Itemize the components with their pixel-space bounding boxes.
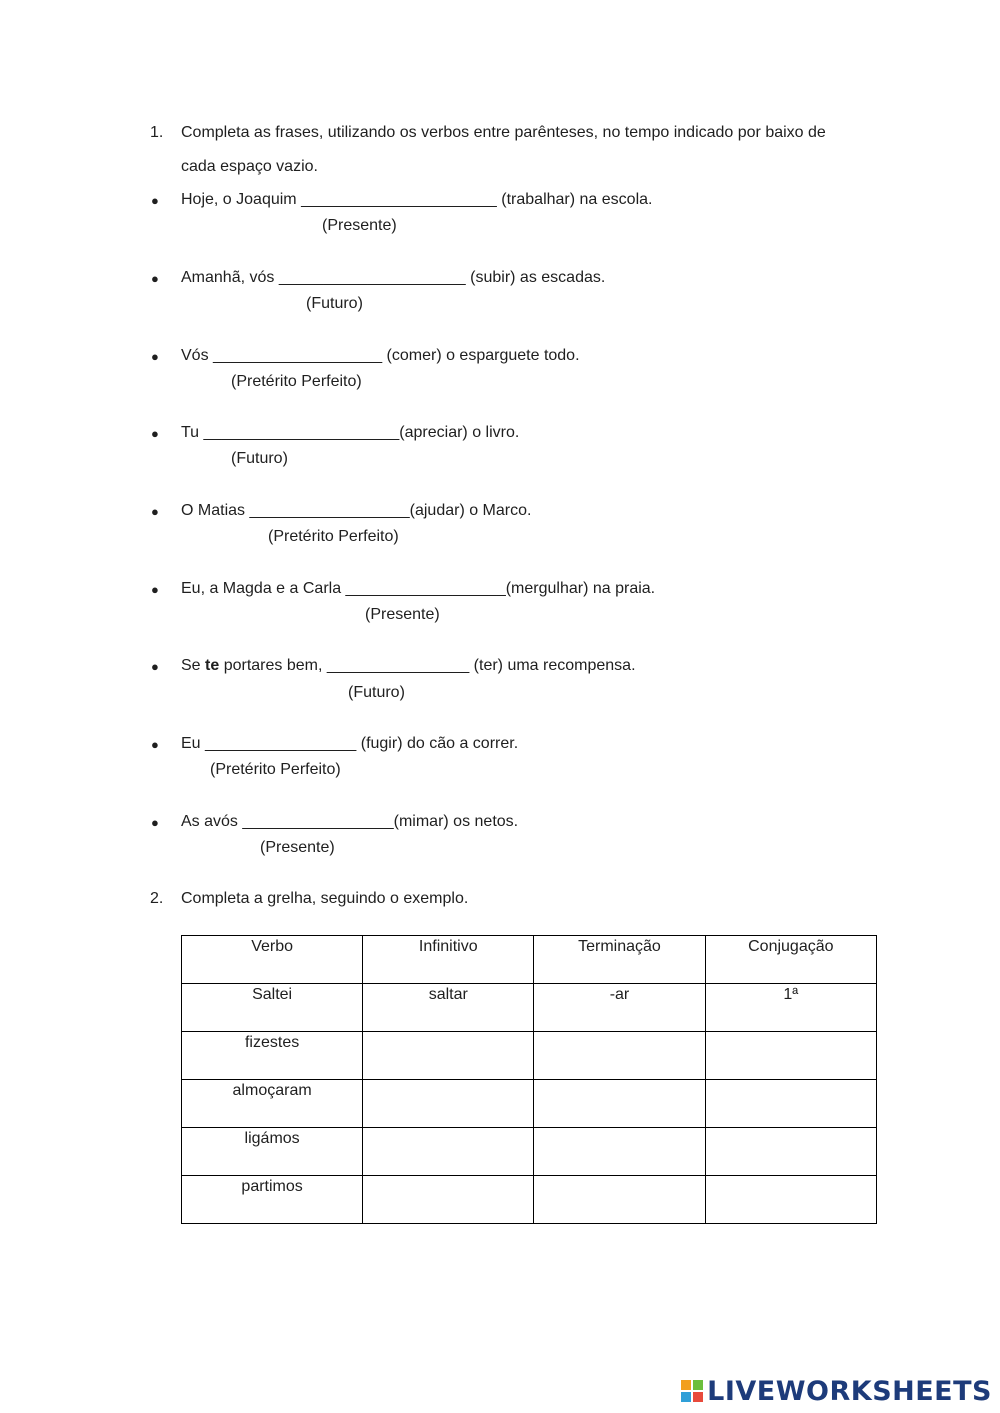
tense-label-9: (Presente) (260, 839, 335, 856)
bullet-icon: ● (151, 504, 159, 519)
table-cell-infinitive[interactable] (363, 1128, 534, 1176)
liveworksheets-logo (681, 1375, 992, 1407)
table-cell-ending[interactable] (534, 1032, 705, 1080)
question-1-number: 1. (150, 124, 164, 141)
table-cell-ending: -ar (534, 984, 705, 1032)
sentence-5[interactable]: O Matias __________________(ajudar) o Marco. (181, 502, 532, 519)
table-cell-ending[interactable] (534, 1128, 705, 1176)
table-cell-conjugation[interactable] (705, 1032, 876, 1080)
tense-label-7: (Futuro) (348, 684, 405, 701)
table-row (182, 1032, 877, 1080)
table-cell-verb: ligámos (182, 1128, 363, 1176)
table-cell-conjugation[interactable] (705, 1176, 876, 1224)
table-cell-ending[interactable] (534, 1176, 705, 1224)
tense-label-3: (Pretérito Perfeito) (231, 373, 362, 390)
question-1-text (181, 116, 826, 184)
conjugation-table (181, 935, 877, 1224)
table-row (182, 1176, 877, 1224)
question-1-line-2: cada espaço vazio. (181, 158, 318, 175)
table-cell-verb: fizestes (182, 1032, 363, 1080)
table-row (182, 984, 877, 1032)
logo-square (693, 1380, 703, 1390)
logo-text: LIVEWORKSHEETS (707, 1375, 992, 1407)
table-header-cell: Infinitivo (363, 936, 534, 984)
table-cell-conjugation[interactable] (705, 1128, 876, 1176)
table-cell-ending[interactable] (534, 1080, 705, 1128)
sentence-1[interactable]: Hoje, o Joaquim ______________________ (trabalhar) na escola. (181, 191, 653, 208)
bullet-icon: ● (151, 737, 159, 752)
question-2-number: 2. (150, 890, 164, 907)
sentence-7[interactable] (181, 657, 636, 675)
sentence-4[interactable]: Tu ______________________(apreciar) o livro. (181, 424, 520, 441)
question-2-text: Completa a grelha, seguindo o exemplo. (181, 890, 469, 907)
sentence-7-post: portares bem, ________________ (ter) uma recompensa. (219, 657, 636, 674)
table-cell-infinitive: saltar (363, 984, 534, 1032)
table-header-row (182, 936, 877, 984)
question-1-line-1: Completa as frases, utilizando os verbos entre parênteses, no tempo indicado por baixo de (181, 124, 826, 141)
table-cell-conjugation[interactable] (705, 1080, 876, 1128)
tense-label-1: (Presente) (322, 217, 397, 234)
bullet-icon: ● (151, 659, 159, 674)
logo-square (681, 1380, 691, 1390)
sentence-9[interactable]: As avós _________________(mimar) os netos. (181, 813, 519, 830)
logo-mark-icon (681, 1380, 703, 1402)
tense-label-4: (Futuro) (231, 450, 288, 467)
table-header-cell: Conjugação (705, 936, 876, 984)
table-cell-verb: almoçaram (182, 1080, 363, 1128)
bullet-icon: ● (151, 426, 159, 441)
table-row (182, 1128, 877, 1176)
bullet-icon: ● (151, 271, 159, 286)
table-cell-infinitive[interactable] (363, 1080, 534, 1128)
sentence-8[interactable]: Eu _________________ (fugir) do cão a correr. (181, 735, 519, 752)
table-cell-infinitive[interactable] (363, 1176, 534, 1224)
sentence-3[interactable]: Vós ___________________ (comer) o esparguete todo. (181, 347, 580, 364)
table-cell-verb: partimos (182, 1176, 363, 1224)
bullet-icon: ● (151, 582, 159, 597)
table-row (182, 1080, 877, 1128)
tense-label-5: (Pretérito Perfeito) (268, 528, 399, 545)
bullet-icon: ● (151, 349, 159, 364)
sentence-6[interactable]: Eu, a Magda e a Carla __________________(mergulhar) na praia. (181, 580, 656, 597)
bullet-icon: ● (151, 815, 159, 830)
table-cell-infinitive[interactable] (363, 1032, 534, 1080)
bullet-icon: ● (151, 193, 159, 208)
table-header-cell: Terminação (534, 936, 705, 984)
logo-square (693, 1392, 703, 1402)
tense-label-2: (Futuro) (306, 295, 363, 312)
table-cell-verb: Saltei (182, 984, 363, 1032)
table-cell-conjugation: 1ª (705, 984, 876, 1032)
sentence-2[interactable]: Amanhã, vós _____________________ (subir) as escadas. (181, 269, 606, 286)
sentence-7-bold: te (205, 657, 220, 674)
table-header-cell: Verbo (182, 936, 363, 984)
logo-square (681, 1392, 691, 1402)
tense-label-6: (Presente) (365, 606, 440, 623)
tense-label-8: (Pretérito Perfeito) (210, 761, 341, 778)
sentence-7-pre: Se (181, 657, 206, 674)
